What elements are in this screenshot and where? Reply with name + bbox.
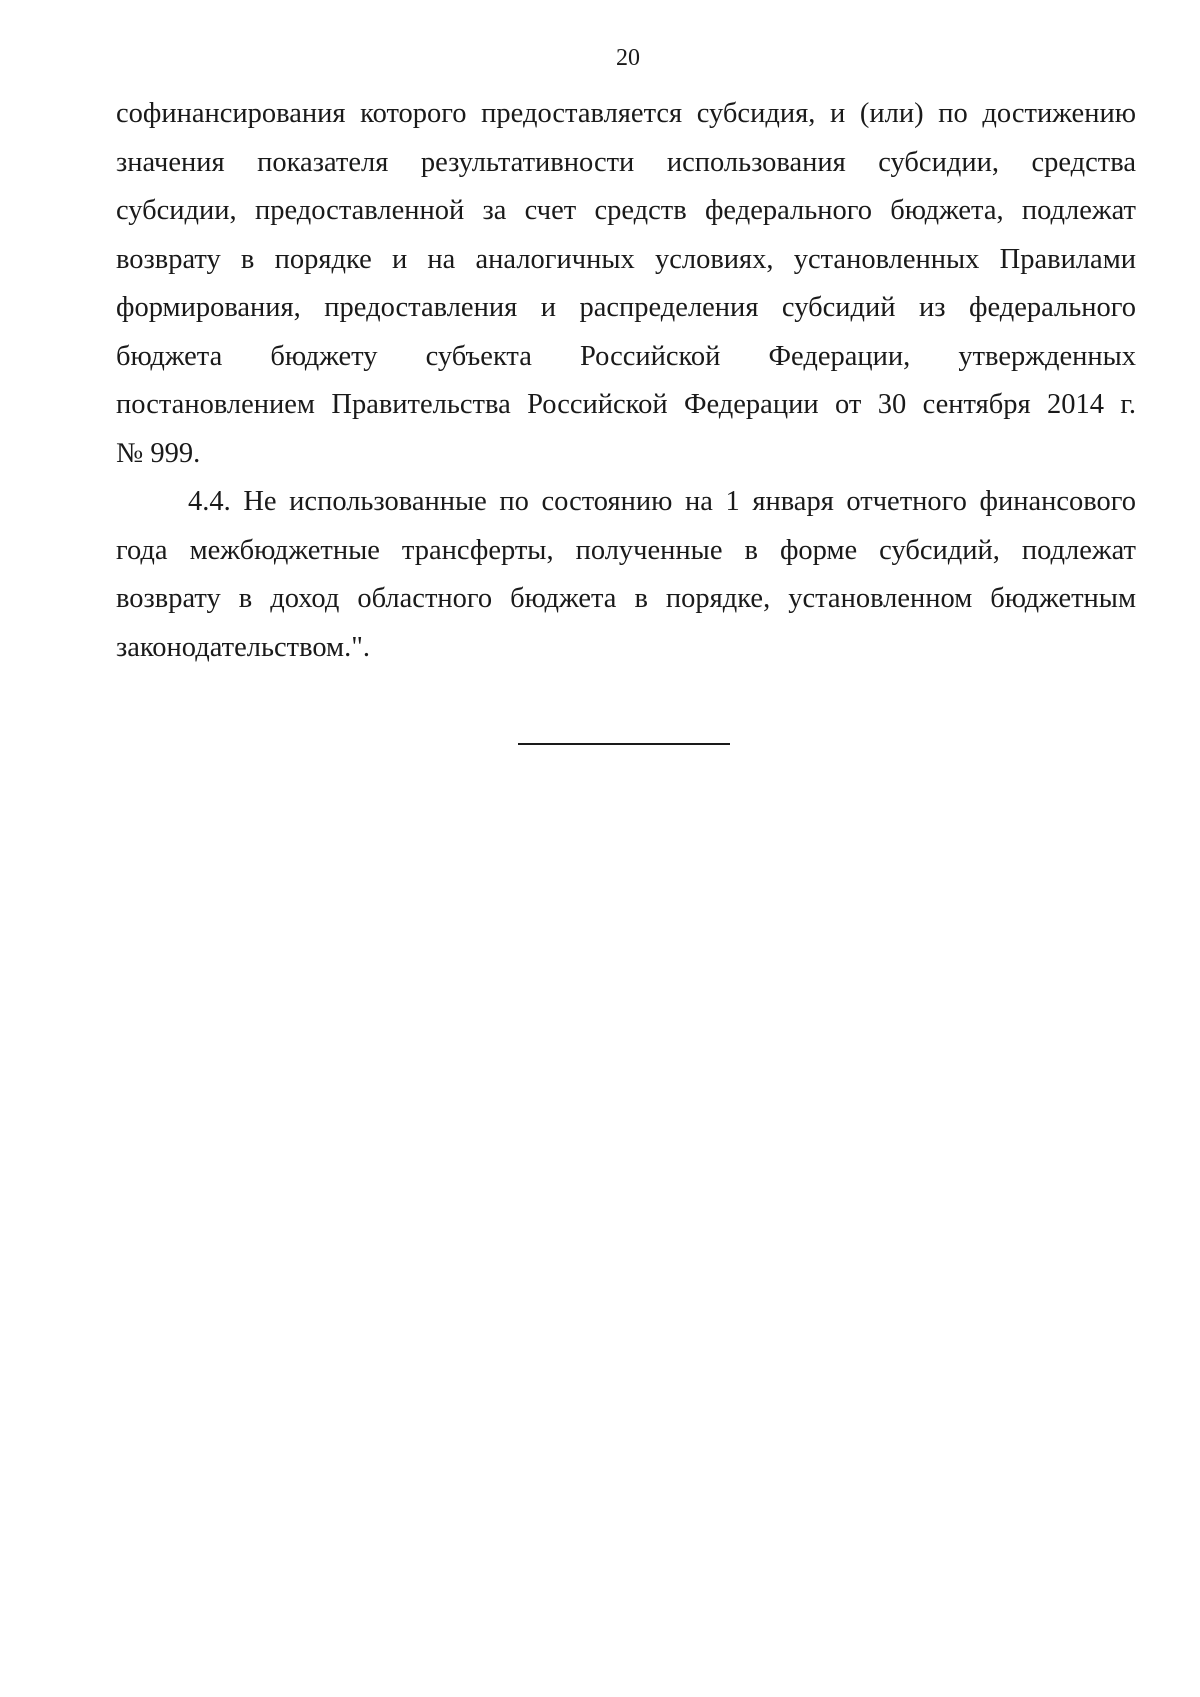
paragraph-continuation bbox=[116, 90, 1136, 478]
text-line: № 999. bbox=[116, 437, 201, 469]
text-line: бюджета бюджету субъекта Российской Федерации, утвержденных bbox=[116, 340, 1136, 372]
paragraph-4-4 bbox=[116, 478, 1136, 672]
text-line: софинансирования которого предоставляется субсидия, и (или) по достижению bbox=[116, 98, 1136, 129]
text-line: формирования, предоставления и распределения субсидий из федерального bbox=[116, 292, 1136, 323]
text-line: субсидии, предоставленной за счет средств федерального бюджета, подлежат bbox=[116, 195, 1136, 226]
text-line: возврату в доход областного бюджета в порядке, установленном бюджетным bbox=[116, 583, 1136, 614]
page-number: 20 bbox=[616, 45, 640, 71]
text-line: 4.4. Не использованные по состоянию на 1 января отчетного финансового bbox=[188, 486, 1136, 517]
text-line: значения показателя результативности использования субсидии, средства bbox=[116, 146, 1136, 178]
text-line: года межбюджетные трансферты, полученные в форме субсидий, подлежат bbox=[116, 534, 1136, 566]
text-line: возврату в порядке и на аналогичных условиях, установленных Правилами bbox=[116, 243, 1136, 275]
text-line: законодательством.". bbox=[116, 631, 370, 663]
text-line: постановлением Правительства Российской Федерации от 30 сентября 2014 г. bbox=[116, 389, 1136, 420]
document-body bbox=[116, 90, 1136, 672]
end-divider-line bbox=[518, 743, 730, 745]
